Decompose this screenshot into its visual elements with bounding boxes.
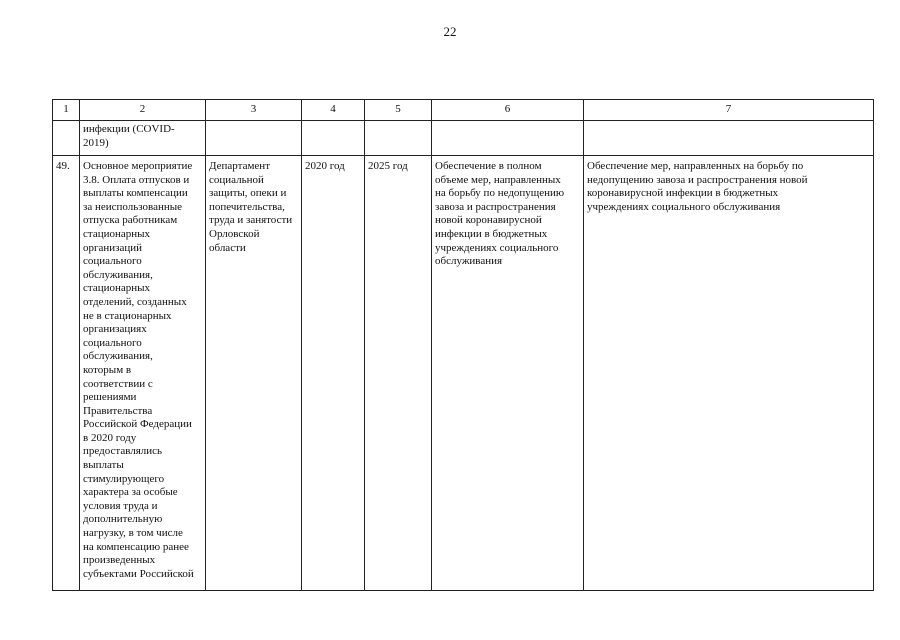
cont-cell-event: инфекции (COVID- 2019) — [80, 121, 206, 156]
end-year-cell: 2025 год — [365, 156, 432, 591]
expected-result-cell: Обеспечение в полном объеме мер, направленных на борьбу по недопущению завоза и распространения новой коронавирусной инфекции в бюджетных учреждениях социального обслуживания — [432, 156, 584, 591]
header-col-7: 7 — [584, 100, 874, 121]
executor-cell: Департамент социальной защиты, опеки и попечительства, труда и занятости Орловской области — [206, 156, 302, 591]
header-col-4: 4 — [302, 100, 365, 121]
cont-cell-5 — [365, 121, 432, 156]
header-col-1: 1 — [53, 100, 80, 121]
cont-cell-6 — [432, 121, 584, 156]
program-table — [52, 99, 874, 591]
indicator-cell: Обеспечение мер, направленных на борьбу по недопущению завоза и распространения новой коронавирусной инфекции в бюджетных учреждениях социального обслуживания — [584, 156, 874, 591]
table-row-continuation — [53, 121, 874, 156]
event-cell: Основное мероприятие 3.8. Оплата отпусков и выплаты компенсации за неиспользованные отпуска работникам стационарных организаций социального обслуживания, стационарных отделений, созданных не в стационарных организациях социального обслуживания, которым в соответствии с решениями Правительства Российской Федерации в 2020 году предоставлялись выплаты стимулирующего характера за особые условия труда и дополнительную нагрузку, в том числе на компенсацию ранее произведенных субъектами Российской — [80, 156, 206, 591]
cont-cell-7 — [584, 121, 874, 156]
page-number: 22 — [443, 24, 457, 39]
row-number: 49. — [53, 156, 80, 591]
cont-cell-3 — [206, 121, 302, 156]
header-col-6: 6 — [432, 100, 584, 121]
start-year-cell: 2020 год — [302, 156, 365, 591]
table-header-row — [53, 100, 874, 121]
cont-cell-4 — [302, 121, 365, 156]
header-col-3: 3 — [206, 100, 302, 121]
header-col-5: 5 — [365, 100, 432, 121]
header-col-2: 2 — [80, 100, 206, 121]
table-row — [53, 156, 874, 591]
cont-cell-1 — [53, 121, 80, 156]
